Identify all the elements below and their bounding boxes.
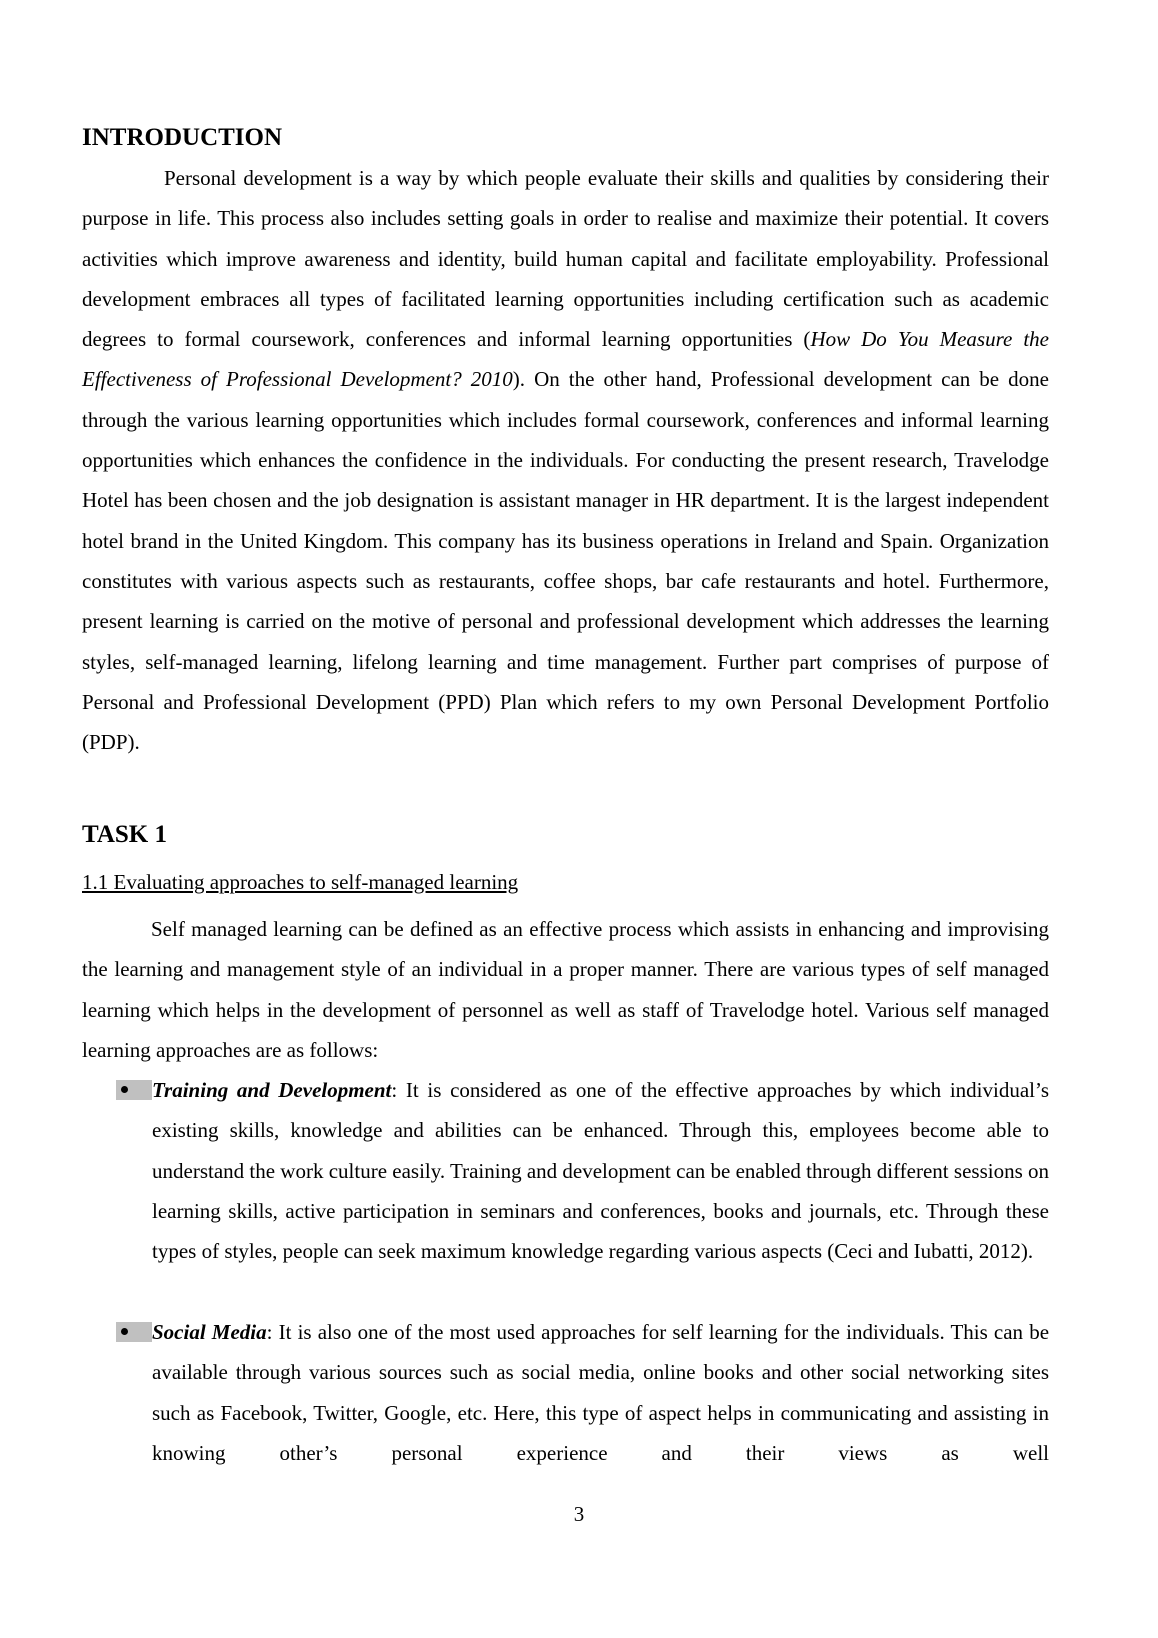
bullet-icon bbox=[116, 1322, 152, 1342]
task1-paragraph: Self managed learning can be defined as an effective process which assists in enhancing and improvising the learning and management style of an individual in a proper manner. There are various types of self managed learning which helps in the development of personnel as well as staff of Travelodge hotel. Various self managed learning approaches are as follows: bbox=[82, 917, 1049, 1062]
bullet-body: : It is also one of the most used approaches for self learning for the individuals. This can be available through various sources such as social media, online books and other social networking sites such as Facebook, Twitter, Google, etc. Here, this type of aspect helps in communicating and assisting in knowing other’s personal experience and their views as well bbox=[152, 1320, 1050, 1465]
bullet-item-training bbox=[116, 1070, 1049, 1271]
intro-text-1: Personal development is a way by which people evaluate their skills and qualities by considering their purpose in life. This process also includes setting goals in order to realise and maximize their potential. It covers activities which improve awareness and identity, build human capital and facilitate employability. Professional development embraces all types of facilitated learning opportunities including certification such as academic degrees to formal coursework, conferences and informal learning opportunities ( bbox=[82, 166, 1049, 352]
bullet-body: : It is considered as one of the effective approaches by which individual’s existing skills, knowledge and abilities can be enhanced. Through this, employees become able to understand the work culture easily. Training and development can be enabled through different sessions on learning skills, active participation in seminars and conferences, books and journals, etc. Through these types of styles, people can seek maximum knowledge regarding various aspects (Ceci and Iubatti, 2012). bbox=[152, 1078, 1050, 1264]
task1-subheading: 1.1 Evaluating approaches to self-managed learning bbox=[82, 870, 519, 894]
bullet-text bbox=[152, 1070, 1049, 1271]
bullet-text bbox=[152, 1312, 1049, 1473]
bullet-term: Training and Development bbox=[152, 1078, 392, 1102]
bullet-icon bbox=[116, 1080, 152, 1100]
task1-heading: TASK 1 bbox=[82, 821, 167, 848]
bullet-item-social-media bbox=[116, 1312, 1049, 1473]
intro-citation: How Do You Measure the Effectiveness of Professional Development? 2010 bbox=[82, 327, 1049, 392]
bullet-term: Social Media bbox=[152, 1320, 267, 1344]
introduction-paragraph bbox=[82, 158, 1049, 762]
intro-text-2: ). On the other hand, Professional development can be done through the various learning opportunities which includes formal coursework, conferences and informal learning opportunities which enhances the confidence in the individuals. For conducting the present research, Travelodge Hotel has been chosen and the job designation is assistant manager in HR department. It is the largest independent hotel brand in the United Kingdom. This company has its business operations in Ireland and Spain. Organization constitutes with various aspects such as restaurants, coffee shops, bar cafe restaurants and hotel. Furthermore, present learning is carried on the motive of personal and professional development which addresses the learning styles, self-managed learning, lifelong learning and time management. Further part comprises of purpose of Personal and Professional Development (PPD) Plan which refers to my own Personal Development Portfolio (PDP). bbox=[82, 367, 1049, 755]
introduction-heading: INTRODUCTION bbox=[82, 124, 283, 151]
page-number: 3 bbox=[573, 1502, 585, 1526]
